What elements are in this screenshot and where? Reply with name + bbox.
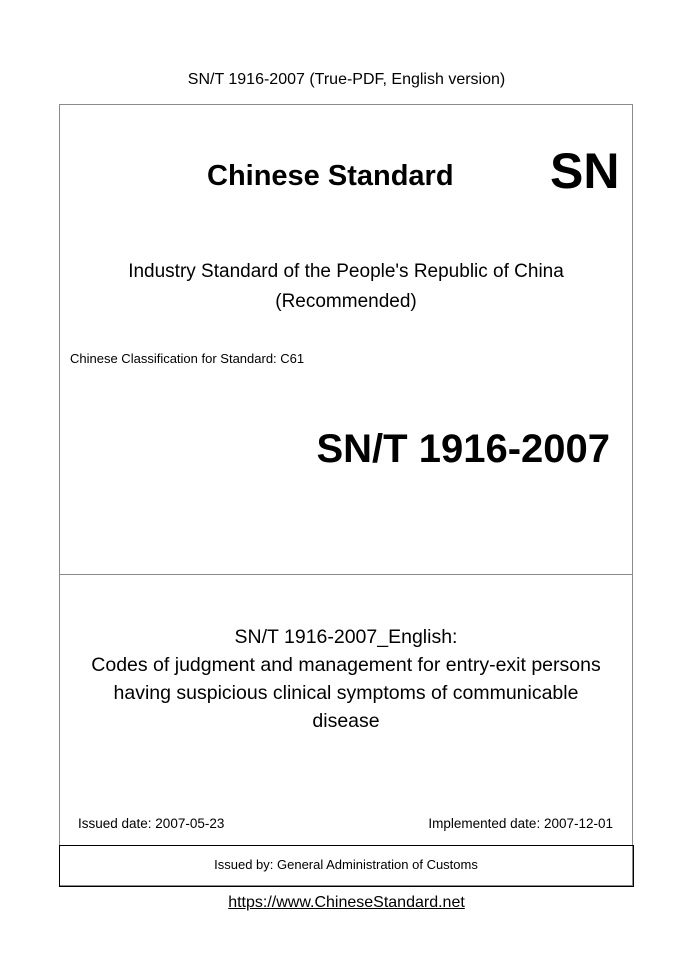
website-link[interactable]: https://www.ChineseStandard.net [228,894,465,911]
document-header-title: SN/T 1916-2007 (True-PDF, English version) [187,71,506,88]
issuer-label: Issued by: General Administration of Customs [59,845,634,887]
issued-date: Issued date: 2007-05-23 [78,816,225,831]
cover-upper-section [60,105,632,575]
cover-heading: Chinese Standard [207,160,454,192]
implemented-date: Implemented date: 2007-12-01 [428,816,613,831]
footer [0,893,693,913]
standard-title-line-2: Codes of judgment and management for entry-exit persons [91,654,601,676]
industry-standard-line-1: Industry Standard of the People's Republic of China [128,261,564,282]
standard-category-mark: SN [550,143,620,199]
industry-standard-line-2: (Recommended) [275,291,417,312]
standard-title-line-1: SN/T 1916-2007_English: [234,626,458,648]
standard-title-line-3: having suspicious clinical symptoms of communicable [113,682,579,704]
industry-standard-label [60,257,632,317]
standard-number: SN/T 1916-2007 [316,427,610,471]
standard-title-line-4: disease [312,710,380,732]
standard-title-block [60,623,632,735]
classification-label: Chinese Classification for Standard: C61 [70,351,305,366]
cover-page-frame [59,104,633,886]
